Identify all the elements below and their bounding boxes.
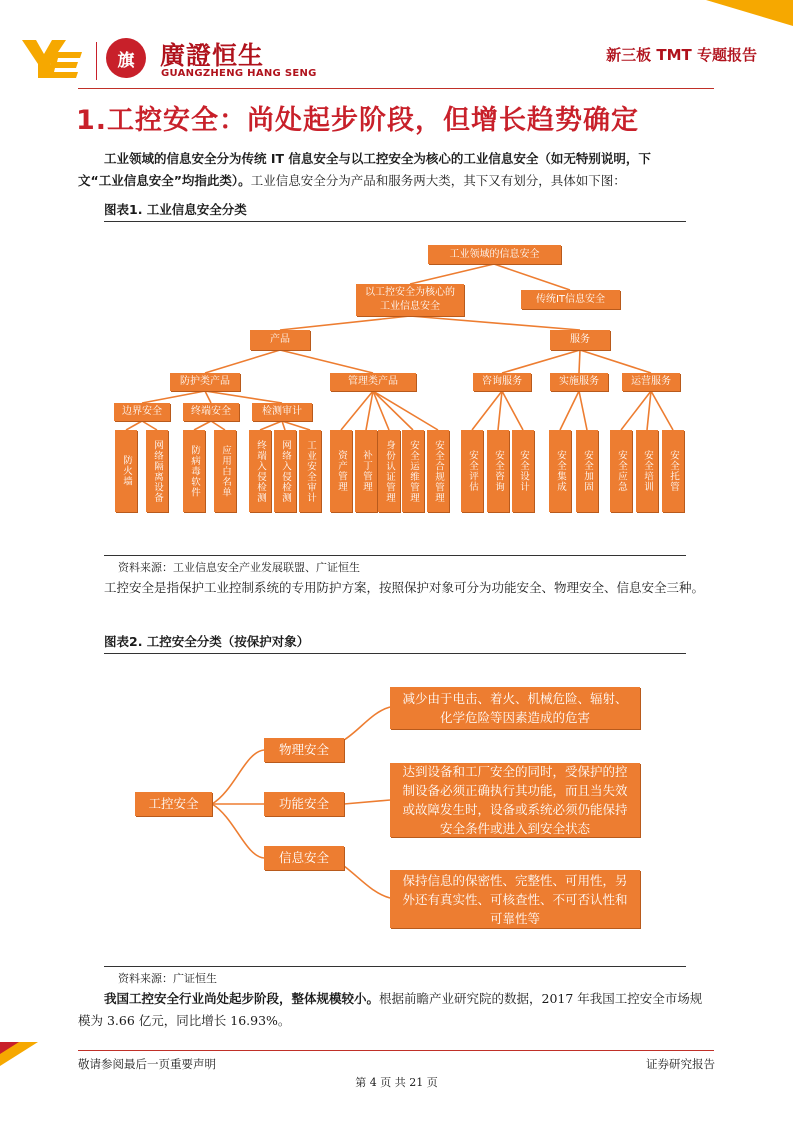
org-implementation-service: 实施服务 [550, 373, 608, 391]
ics-security-root: 工控安全 [135, 792, 212, 816]
paragraph-3 [78, 988, 714, 1032]
org-service: 服务 [550, 330, 610, 350]
org-leaf: 安全托管 [662, 430, 684, 512]
org-leaf: 安全设计 [512, 430, 534, 512]
org-leaf: 网络入侵检测 [274, 430, 296, 512]
org-leaf: 终端入侵检测 [249, 430, 271, 512]
physical-security-desc: 减少由于电击、着火、机械危险、辐射、化学危险等因素造成的危害 [390, 687, 640, 729]
intro-bold-2: 文“工业信息安全”均指此类）。 [78, 173, 251, 188]
figure2-source: 资料来源：广证恒生 [118, 972, 217, 985]
org-leaf: 安全合规管理 [427, 430, 449, 512]
org-endpoint-security: 终端安全 [183, 403, 239, 421]
org-leaf: 补丁管理 [355, 430, 377, 512]
intro-normal: 工业信息安全分为产品和服务两大类，其下又有划分，具体如下图： [250, 173, 626, 188]
physical-security: 物理安全 [264, 738, 344, 762]
paragraph-3-normal: 根据前瞻产业研究院的数据，2017 年我国工控安全市场规模为 3.66 亿元，同比增长 16.93%。 [78, 991, 703, 1028]
org-ics-security: 以工控安全为核心的工业信息安全 [356, 284, 464, 316]
org-operation-service: 运营服务 [622, 373, 680, 391]
org-leaf: 应用白名单 [214, 430, 236, 512]
org-management-products: 管理类产品 [330, 373, 416, 391]
footer-corner-decoration-inner [0, 1042, 19, 1054]
footer-divider [78, 1050, 714, 1051]
org-protection-products: 防护类产品 [170, 373, 240, 391]
page-number: 第 4 页 共 21 页 [355, 1076, 438, 1089]
functional-security: 功能安全 [264, 792, 344, 816]
footer-disclaimer: 敬请参阅最后一页重要声明 [78, 1057, 216, 1071]
org-leaf: 安全运维管理 [402, 430, 424, 512]
brand-seal-icon: 旗 [106, 38, 146, 78]
org-leaf: 安全培训 [636, 430, 658, 512]
information-security: 信息安全 [264, 846, 344, 870]
org-leaf: 安全咨询 [487, 430, 509, 512]
report-tag: 新三板 TMT 专题报告 [606, 46, 757, 64]
org-leaf: 身份认证管理 [378, 430, 400, 512]
functional-security-desc: 达到设备和工厂安全的同时，受保护的控制设备必须正确执行其功能，而且当失效或故障发生时，设备或系统必须仍能保持安全条件或进入到安全状态 [390, 763, 640, 837]
org-consulting-service: 咨询服务 [473, 373, 531, 391]
figure1-source: 资料来源：工业信息安全产业发展联盟、广证恒生 [118, 561, 360, 574]
org-product: 产品 [250, 330, 310, 350]
brand-name: 廣證恒生 [160, 41, 265, 70]
footer-report-type: 证券研究报告 [646, 1057, 715, 1071]
figure2-bottom-rule [104, 966, 686, 967]
org-leaf: 安全加固 [576, 430, 598, 512]
org-leaf: 防火墙 [115, 430, 137, 512]
org-leaf: 安全应急 [610, 430, 632, 512]
org-leaf: 安全集成 [549, 430, 571, 512]
org-traditional-it: 传统IT信息安全 [521, 290, 620, 309]
org-leaf: 工业安全审计 [299, 430, 321, 512]
figure2-title: 图表2. 工控安全分类（按保护对象） [104, 634, 310, 649]
paragraph-2-text: 工控安全是指保护工业控制系统的专用防护方案，按照保护对象可分为功能安全、物理安全、信息安全三种。 [104, 580, 705, 595]
org-boundary-security: 边界安全 [114, 403, 170, 421]
org-leaf: 安全评估 [461, 430, 483, 512]
org-leaf: 网络隔离设备 [146, 430, 168, 512]
paragraph-3-bold: 我国工控安全行业尚处起步阶段，整体规模较小。 [104, 991, 380, 1006]
org-root: 工业领域的信息安全 [428, 245, 561, 264]
information-security-desc: 保持信息的保密性、完整性、可用性，另外还有真实性、可核查性、不可否认性和可靠性等 [390, 870, 640, 928]
figure1-title: 图表1. 工业信息安全分类 [104, 202, 247, 217]
brand-name-en: GUANGZHENG HANG SENG [161, 68, 317, 79]
org-leaf: 防病毒软件 [183, 430, 205, 512]
org-leaf: 资产管理 [330, 430, 352, 512]
section-title: 1.工控安全：尚处起步阶段，但增长趋势确定 [76, 105, 640, 136]
intro-bold-1: 工业领域的信息安全分为传统 IT 信息安全与以工控安全为核心的工业信息安全（如无特别说明，下 [104, 151, 651, 166]
org-detection-audit: 检测审计 [252, 403, 312, 421]
